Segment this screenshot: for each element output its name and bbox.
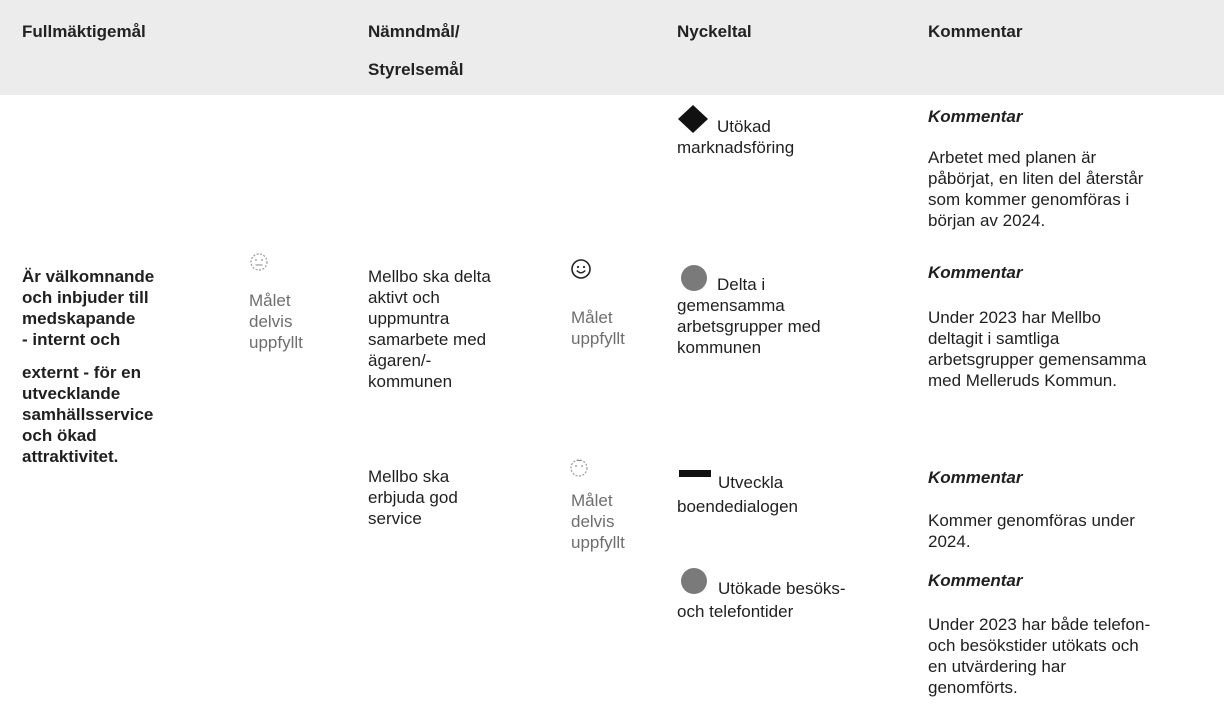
kpi-line: kommunen xyxy=(677,338,762,357)
status-line: Målet xyxy=(249,291,291,310)
goal-line: samhällsservice xyxy=(22,405,154,424)
goal-text xyxy=(22,266,154,350)
table-header xyxy=(0,0,1224,95)
comment-line: med Melleruds Kommun. xyxy=(928,371,1117,390)
comment-line: arbetsgrupper gemensamma xyxy=(928,350,1147,369)
status-line: delvis xyxy=(571,512,615,531)
goal-line: - internt och xyxy=(22,330,121,349)
comment-text xyxy=(928,614,1150,698)
goal-line: Är välkomnande xyxy=(22,267,155,286)
smiley-face-icon xyxy=(570,258,592,280)
subgoal-line: kommunen xyxy=(368,372,453,391)
subgoal-status xyxy=(571,490,625,553)
subgoal-line: Mellbo ska xyxy=(368,467,450,486)
goal-status xyxy=(249,290,303,353)
comment-line: påbörjat, en liten del återstår xyxy=(928,169,1144,188)
kpi-label: Utökade besöks- xyxy=(718,579,846,598)
kpi-label: Utökad xyxy=(717,117,771,136)
kpi-label: marknadsföring xyxy=(677,138,795,157)
circle-icon xyxy=(679,566,709,596)
goal-line: externt - för en xyxy=(22,363,142,382)
comment-text xyxy=(928,510,1135,552)
kpi-label: Utveckla xyxy=(718,473,784,492)
subgoal-line: samarbete med xyxy=(368,330,487,349)
diamond-icon xyxy=(676,104,710,134)
goal-text-cont xyxy=(22,362,153,467)
dash-icon xyxy=(679,470,711,478)
goal-line: och inbjuder till xyxy=(22,288,149,307)
header-namndmal-line2: Styrelsemål xyxy=(368,60,464,79)
comment-line: Under 2023 har både telefon- xyxy=(928,615,1151,634)
subgoal-text xyxy=(368,466,458,529)
subgoal-line: Mellbo ska delta xyxy=(368,267,491,286)
subgoal-line: ägaren/- xyxy=(368,351,432,370)
kpi-label xyxy=(677,295,821,358)
goal-line: utvecklande xyxy=(22,384,121,403)
header-namndmal-line1: Nämndmål/ xyxy=(368,22,460,41)
status-line: uppfyllt xyxy=(571,329,625,348)
status-line: uppfyllt xyxy=(571,533,625,552)
kpi-label: och telefontider xyxy=(677,602,794,621)
status-line: delvis xyxy=(249,312,293,331)
comment-line: deltagit i samtliga xyxy=(928,329,1060,348)
comment-line: som kommer genomföras i xyxy=(928,190,1130,209)
neutral-face-icon xyxy=(249,252,269,272)
comment-label: Kommentar xyxy=(928,107,1023,126)
subgoal-text xyxy=(368,266,491,392)
comment-line: början av 2024. xyxy=(928,211,1046,230)
subgoal-status xyxy=(571,307,625,349)
header-kommentar: Kommentar xyxy=(928,22,1023,41)
comment-line: Arbetet med planen är xyxy=(928,148,1097,167)
comment-line: Kommer genomföras under xyxy=(928,511,1135,530)
subgoal-line: uppmuntra xyxy=(368,309,450,328)
comment-label: Kommentar xyxy=(928,263,1023,282)
goal-line: medskapande xyxy=(22,309,136,328)
goal-line: och ökad xyxy=(22,426,97,445)
kpi-line: gemensamma xyxy=(677,296,785,315)
header-fullmaktigemal: Fullmäktigemål xyxy=(22,22,146,41)
kpi-label: Delta i xyxy=(717,275,766,294)
status-line: Målet xyxy=(571,308,613,327)
comment-label: Kommentar xyxy=(928,468,1023,487)
comment-line: och besökstider utökats och xyxy=(928,636,1139,655)
kpi-line: arbetsgrupper med xyxy=(677,317,821,336)
comment-line: Under 2023 har Mellbo xyxy=(928,308,1101,327)
comment-label: Kommentar xyxy=(928,571,1023,590)
status-line: uppfyllt xyxy=(249,333,303,352)
status-line: Målet xyxy=(571,491,613,510)
comment-line: en utvärdering har xyxy=(928,657,1066,676)
comment-text xyxy=(928,307,1146,391)
neutral-face-icon xyxy=(569,458,589,478)
subgoal-line: aktivt och xyxy=(368,288,440,307)
comment-text xyxy=(928,147,1143,231)
subgoal-line: service xyxy=(368,509,422,528)
header-nyckeltal: Nyckeltal xyxy=(677,22,752,41)
kpi-label: boendedialogen xyxy=(677,497,799,516)
comment-line: 2024. xyxy=(928,532,971,551)
subgoal-line: erbjuda god xyxy=(368,488,458,507)
circle-icon xyxy=(679,263,709,293)
goal-line: attraktivitet. xyxy=(22,447,119,466)
comment-line: genomförts. xyxy=(928,678,1018,697)
